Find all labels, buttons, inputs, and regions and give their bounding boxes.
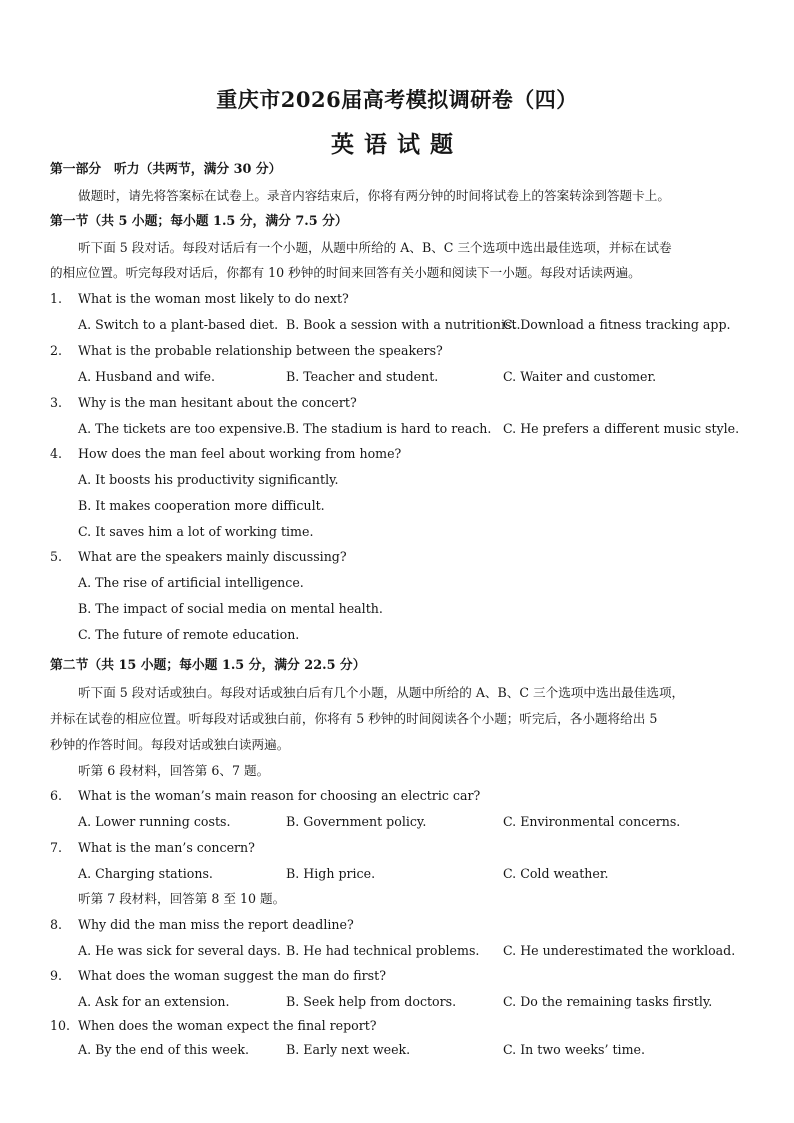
- option-c: C. The future of remote education.: [78, 627, 300, 642]
- question-number: 7.: [50, 840, 63, 855]
- section2-instruction-line3: 秒钟的作答时间。每段对话或独白读两遍。: [50, 737, 290, 752]
- option-a: A. By the end of this week.: [78, 1042, 249, 1057]
- option-b: B. It makes cooperation more difficult.: [78, 498, 325, 513]
- section2-instruction-line2: 并标在试卷的相应位置。听每段对话或独白前，你将有 5 秒钟的时间阅读各个小题；听完后，各小题将给出 5: [50, 711, 658, 726]
- option-a: A. Charging stations.: [78, 866, 213, 881]
- section2-heading: 第二节（共 15 小题；每小题 1.5 分，满分 22.5 分）: [50, 658, 366, 673]
- option-b: B. Teacher and student.: [286, 369, 439, 384]
- option-b: B. Early next week.: [286, 1042, 411, 1057]
- option-b: B. The impact of social media on mental health.: [78, 601, 383, 616]
- question-number: 8.: [50, 917, 63, 932]
- option-a: A. The tickets are too expensive.: [78, 421, 287, 436]
- option-b: B. Seek help from doctors.: [286, 994, 457, 1009]
- exam-title: 重庆市2026届高考模拟调研卷（四）: [216, 87, 578, 112]
- question-text: Why is the man hesitant about the concert?: [78, 395, 357, 410]
- option-c: C. Do the remaining tasks firstly.: [503, 994, 713, 1009]
- section1-heading: 第一节（共 5 小题；每小题 1.5 分，满分 7.5 分）: [50, 214, 348, 229]
- question-number: 1.: [50, 291, 63, 306]
- section1-instruction-line1: 听下面 5 段对话。每段对话后有一个小题，从题中所给的 A、B、C 三个选项中选出最佳选项，并标在试卷: [78, 240, 672, 255]
- option-b: B. The stadium is hard to reach.: [286, 421, 492, 436]
- option-a: A. It boosts his productivity significantly.: [78, 472, 339, 487]
- option-b: B. High price.: [286, 866, 376, 881]
- option-c: C. Cold weather.: [503, 866, 609, 881]
- material-6-note: 听第 6 段材料，回答第 6、7 题。: [78, 763, 270, 778]
- option-c: C. Environmental concerns.: [503, 814, 681, 829]
- option-a: A. Ask for an extension.: [78, 994, 230, 1009]
- option-c: C. He underestimated the workload.: [503, 943, 736, 958]
- question-number: 4.: [50, 446, 63, 461]
- question-text: What are the speakers mainly discussing?: [78, 549, 347, 564]
- option-c: C. Download a fitness tracking app.: [503, 317, 731, 332]
- part1-instruction: 做题时，请先将答案标在试卷上。录音内容结束后，你将有两分钟的时间将试卷上的答案转涂到答题卡上。: [78, 188, 670, 203]
- question-text: What does the woman suggest the man do first?: [78, 968, 386, 983]
- option-b: B. He had technical problems.: [286, 943, 480, 958]
- option-a: A. Lower running costs.: [78, 814, 231, 829]
- question-number: 6.: [50, 788, 63, 803]
- question-text: What is the woman most likely to do next?: [78, 291, 349, 306]
- material-7-note: 听第 7 段材料，回答第 8 至 10 题。: [78, 891, 286, 906]
- option-a: A. The rise of artificial intelligence.: [78, 575, 304, 590]
- question-text: What is the probable relationship between the speakers?: [78, 343, 443, 358]
- question-text: Why did the man miss the report deadline?: [78, 917, 354, 932]
- question-text: What is the woman’s main reason for choosing an electric car?: [78, 788, 481, 803]
- question-number: 10.: [50, 1018, 71, 1033]
- question-number: 5.: [50, 549, 63, 564]
- question-text: When does the woman expect the final report?: [78, 1018, 377, 1033]
- option-c: C. Waiter and customer.: [503, 369, 657, 384]
- option-a: A. Husband and wife.: [78, 369, 216, 384]
- subject-title: 英语试题: [331, 131, 463, 158]
- option-a: A. Switch to a plant-based diet.: [78, 317, 279, 332]
- part1-heading: 第一部分 听力（共两节，满分 30 分）: [50, 162, 282, 177]
- question-text: What is the man’s concern?: [78, 840, 255, 855]
- option-b: B. Government policy.: [286, 814, 427, 829]
- option-b: B. Book a session with a nutritionist.: [286, 317, 521, 332]
- question-number: 2.: [50, 343, 63, 358]
- question-text: How does the man feel about working from home?: [78, 446, 402, 461]
- section2-instruction-line1: 听下面 5 段对话或独白。每段对话或独白后有几个小题，从题中所给的 A、B、C 三个选项中选出最佳选项，: [78, 685, 685, 700]
- question-number: 9.: [50, 968, 63, 983]
- question-number: 3.: [50, 395, 63, 410]
- option-a: A. He was sick for several days.: [78, 943, 281, 958]
- option-c: C. It saves him a lot of working time.: [78, 524, 314, 539]
- option-c: C. In two weeks’ time.: [503, 1042, 645, 1057]
- section1-instruction-line2: 的相应位置。听完每段对话后，你都有 10 秒钟的时间来回答有关小题和阅读下一小题。每段对话读两遍。: [50, 265, 641, 280]
- option-c: C. He prefers a different music style.: [503, 421, 740, 436]
